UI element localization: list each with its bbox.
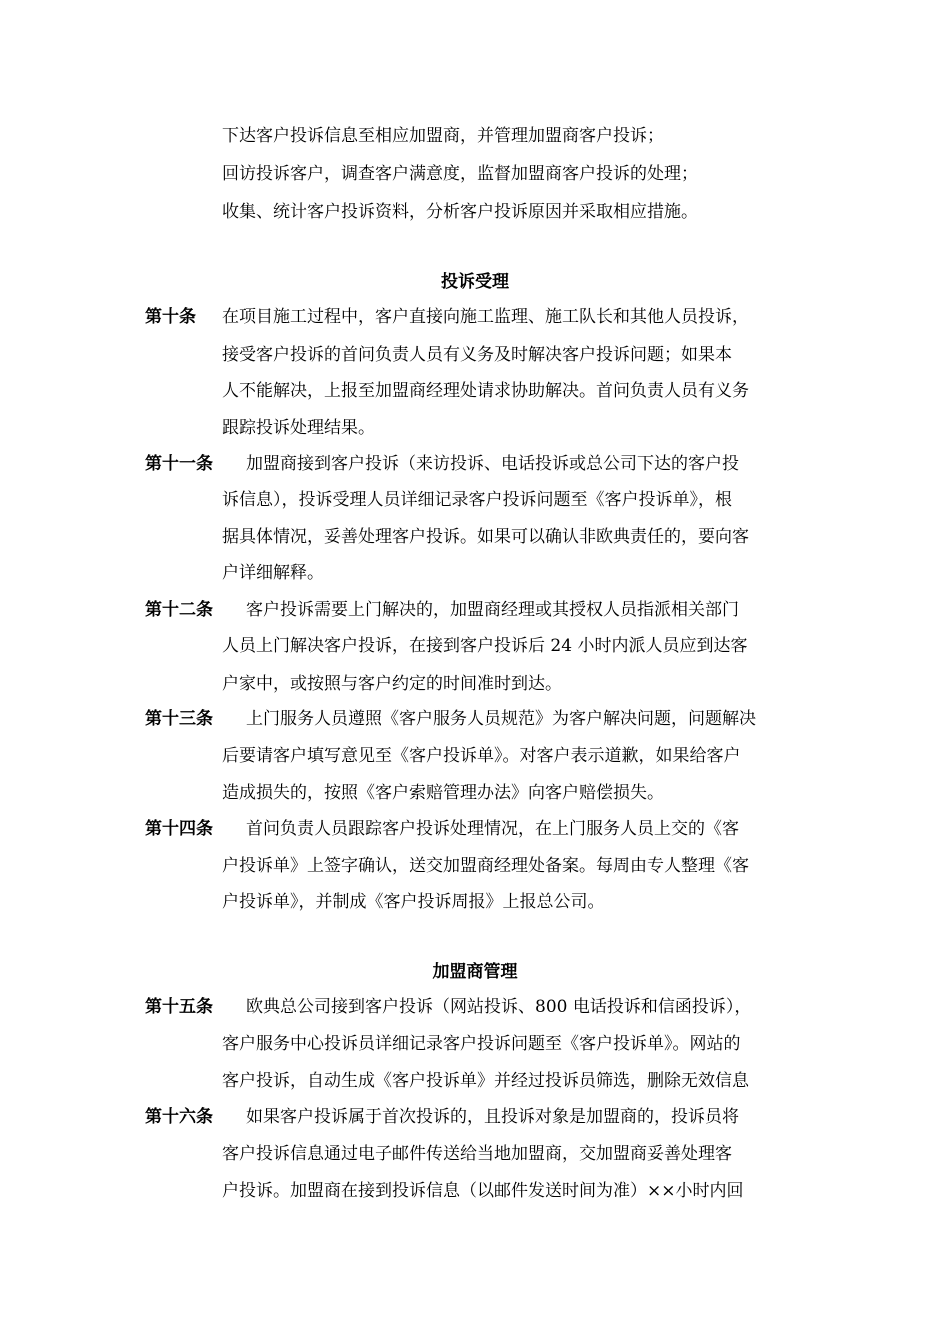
article-label: 第十二条 xyxy=(145,600,213,620)
article-line: 户详细解释。 xyxy=(222,563,324,583)
intro-line: 收集、统计客户投诉资料，分析客户投诉原因并采取相应措施。 xyxy=(222,202,698,222)
article-label: 第十五条 xyxy=(145,997,213,1017)
article-line: 造成损失的，按照《客户索赔管理办法》向客户赔偿损失。 xyxy=(222,783,664,803)
section-heading: 加盟商管理 xyxy=(432,962,518,982)
article-line: 在项目施工过程中，客户直接向施工监理、施工队长和其他人员投诉， xyxy=(222,307,749,327)
article-line: 据具体情况，妥善处理客户投诉。如果可以确认非欧典责任的，要向客 xyxy=(222,527,749,547)
article-line: 接受客户投诉的首问负责人员有义务及时解决客户投诉问题；如果本 xyxy=(222,345,732,365)
article-line: 客户投诉需要上门解决的，加盟商经理或其授权人员指派相关部门 xyxy=(246,600,739,620)
article-line: 如果客户投诉属于首次投诉的，且投诉对象是加盟商的，投诉员将 xyxy=(246,1107,739,1127)
article-line: 户家中，或按照与客户约定的时间准时到达。 xyxy=(222,674,562,694)
article-label: 第十一条 xyxy=(145,454,213,474)
article-line: 首问负责人员跟踪客户投诉处理情况，在上门服务人员上交的《客 xyxy=(246,819,739,839)
article-line: 诉信息），投诉受理人员详细记录客户投诉问题至《客户投诉单》，根 xyxy=(222,490,732,510)
article-label: 第十六条 xyxy=(145,1107,213,1127)
article-line: 户投诉单》上签字确认，送交加盟商经理处备案。每周由专人整理《客 xyxy=(222,856,749,876)
article-line: 客户服务中心投诉员详细记录客户投诉问题至《客户投诉单》。网站的 xyxy=(222,1034,741,1054)
article-line: 客户投诉，自动生成《客户投诉单》并经过投诉员筛选，删除无效信息 xyxy=(222,1071,749,1091)
article-label: 第十三条 xyxy=(145,709,213,729)
article-line: 上门服务人员遵照《客户服务人员规范》为客户解决问题，问题解决 xyxy=(246,709,756,729)
article-label: 第十四条 xyxy=(145,819,213,839)
article-line: 欧典总公司接到客户投诉（网站投诉、800 电话投诉和信函投诉）， xyxy=(246,997,752,1017)
intro-line: 回访投诉客户，调查客户满意度，监督加盟商客户投诉的处理； xyxy=(222,164,698,184)
section-heading: 投诉受理 xyxy=(441,272,509,292)
intro-line: 下达客户投诉信息至相应加盟商，并管理加盟商客户投诉； xyxy=(222,126,664,146)
article-line: 加盟商接到客户投诉（来访投诉、电话投诉或总公司下达的客户投 xyxy=(246,454,739,474)
article-line: 人员上门解决客户投诉，在接到客户投诉后 24 小时内派人员应到达客 xyxy=(222,636,748,656)
article-line: 跟踪投诉处理结果。 xyxy=(222,418,375,438)
article-line: 户投诉。加盟商在接到投诉信息（以邮件发送时间为准）××小时内回 xyxy=(222,1181,744,1201)
article-line: 客户投诉信息通过电子邮件传送给当地加盟商，交加盟商妥善处理客 xyxy=(222,1144,732,1164)
article-line: 户投诉单》，并制成《客户投诉周报》上报总公司。 xyxy=(222,892,605,912)
article-label: 第十条 xyxy=(145,307,196,327)
article-line: 人不能解决，上报至加盟商经理处请求协助解决。首问负责人员有义务 xyxy=(222,381,749,401)
article-line: 后要请客户填写意见至《客户投诉单》。对客户表示道歉，如果给客户 xyxy=(222,746,741,766)
